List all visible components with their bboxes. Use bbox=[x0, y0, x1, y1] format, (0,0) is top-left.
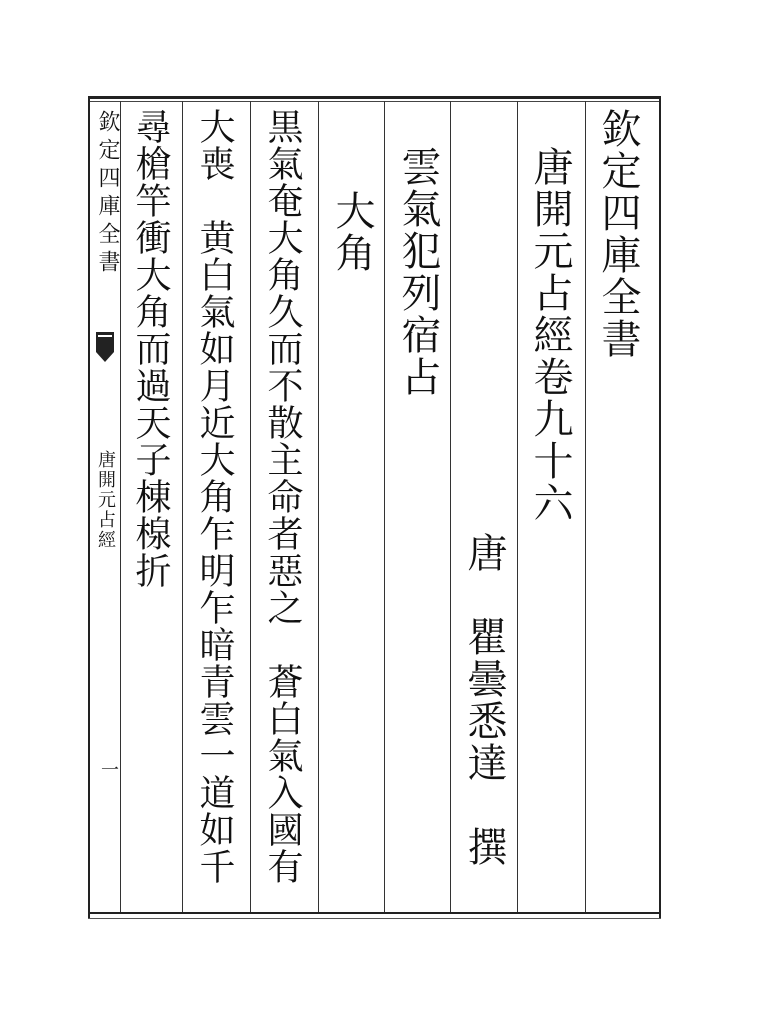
header-column: 欽定四庫全書 bbox=[595, 108, 641, 360]
column-separator bbox=[517, 101, 518, 912]
column-separator bbox=[384, 101, 385, 912]
author-line: 唐 瞿曇悉達 撰 bbox=[461, 532, 507, 868]
margin-page-number: 一 bbox=[98, 760, 119, 778]
body-column: 黒氣奄大角久而不散主命者惡之 蒼白氣入國有 bbox=[262, 108, 303, 885]
frame-bottom-rule-inner bbox=[88, 918, 661, 919]
volume-title: 唐開元占經卷九十六 bbox=[527, 146, 573, 524]
section-heading: 雲氣犯列宿占 bbox=[395, 146, 441, 398]
margin-book-title: 唐開元占經 bbox=[95, 450, 116, 550]
column-separator bbox=[450, 101, 451, 912]
frame-left-rule bbox=[88, 96, 90, 918]
column-separator bbox=[318, 101, 319, 912]
column-separator bbox=[585, 101, 586, 912]
body-column: 大喪 黄白氣如月近大角乍明乍暗青雲一道如千 bbox=[194, 108, 235, 885]
frame-top-rule bbox=[88, 96, 661, 99]
fishtail-mark-icon bbox=[95, 330, 115, 364]
margin-series-title: 欽定四庫全書 bbox=[95, 110, 120, 278]
column-separator bbox=[182, 101, 183, 912]
body-column: 尋槍竿衝大角而過天子棟楾折 bbox=[130, 108, 171, 589]
frame-bottom-rule bbox=[88, 912, 661, 914]
frame-top-rule-inner bbox=[88, 101, 661, 102]
subsection-heading: 大角 bbox=[329, 190, 375, 274]
column-separator bbox=[250, 101, 251, 912]
frame-right-rule bbox=[659, 96, 661, 918]
